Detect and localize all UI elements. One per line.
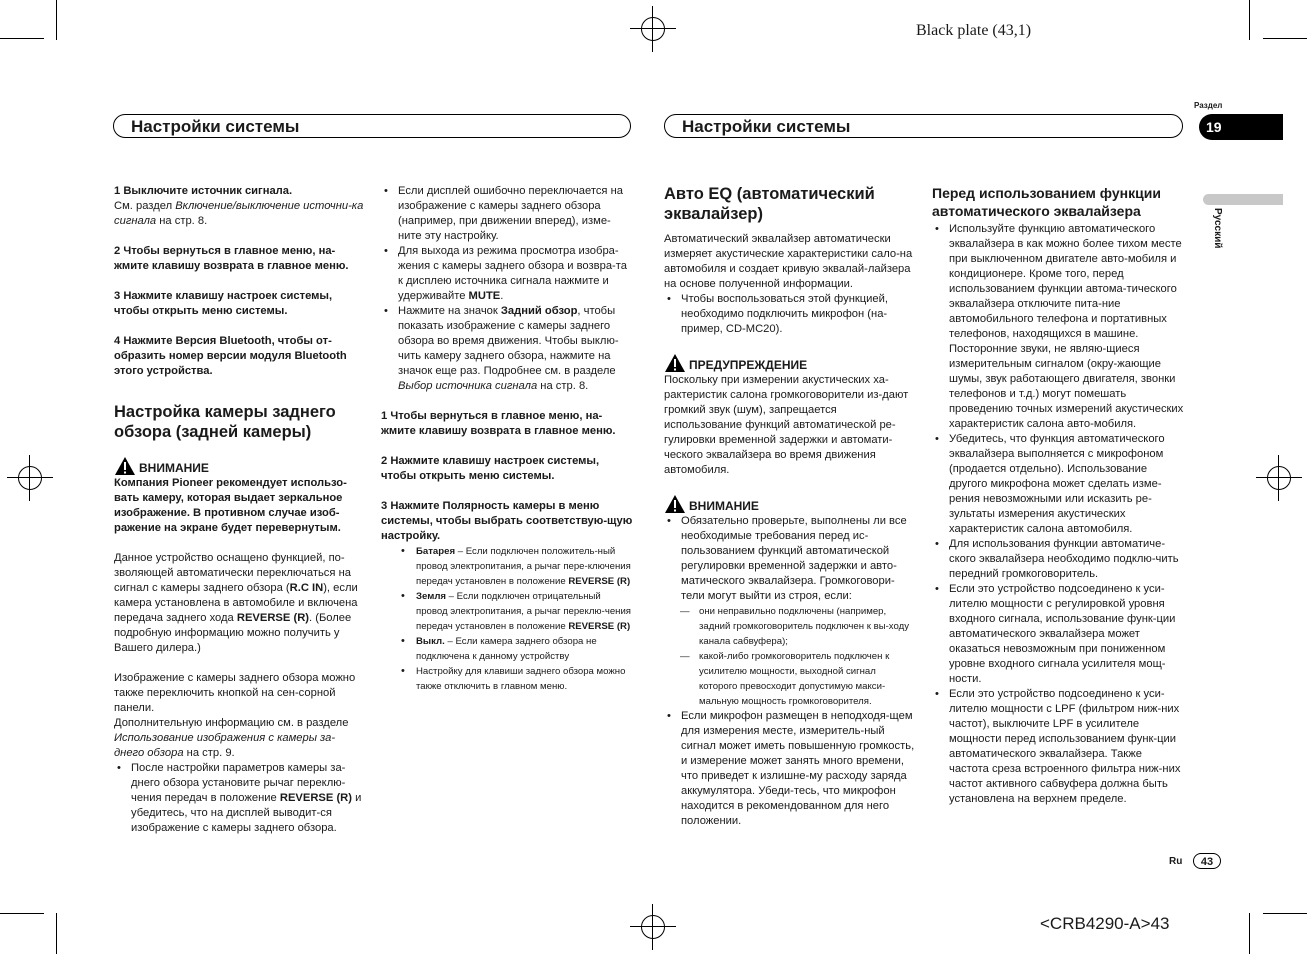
registration-mark xyxy=(641,915,665,939)
list-item: • Для использования функции автоматиче-ского эквалайзера необходимо подклю-чить передний громкоговоритель. xyxy=(932,537,1184,582)
list-item: • Если это устройство подсоединено к уси-лителю мощности с регулировкой уровня входного сигнала, использование функ-ции автоматического эквалайзера может оказаться невозможным при пониженном уровне входного сигнала усилителя мощ-ности. xyxy=(932,582,1184,687)
registration-mark xyxy=(18,466,42,490)
section-number-tab xyxy=(1199,114,1283,140)
warning-triangle-icon xyxy=(664,353,686,373)
cross-reference: Включение/выключение источни-ка сигнала xyxy=(114,200,364,227)
step-3: 3 Нажмите Полярность камеры в меню системы, чтобы выбрать соответствую-щую настройку. xyxy=(381,500,633,542)
paragraph: Дополнительную информацию см. в разделе Использование изображения с камеры за-днего обзора на стр. 9. xyxy=(114,717,349,759)
list-item: — какой-либо громкоговоритель подключен к усилителю мощности, выходной сигнал которого превосходит допустимую макси-мальную мощность громкоговорителя. xyxy=(664,649,916,709)
list-item: • Нажмите на значок Задний обзор, чтобы показать изображение с камеры заднего обзора во время движения. Чтобы выклю-чить камеру заднего обзора, нажмите на значок еще раз. Подробнее см. в разделе Выбор источника сигнала на стр. 8. xyxy=(381,304,633,394)
section-label: Раздел xyxy=(1194,101,1223,110)
list-item: • После настройки параметров камеры за-днего обзора установите рычаг переклю-чения передач в положение REVERSE (R) и убедитесь, что на дисплей выводит-ся изображение с камеры заднего обзора. xyxy=(114,761,364,836)
list-item: • Для выхода из режима просмотра изобра-жения с камеры заднего обзора и возвра-та к дисплею источника сигнала нажмите и удерживайте MUTE. xyxy=(381,244,633,304)
plate-label: Black plate (43,1) xyxy=(916,22,1032,39)
warning-label: ПРЕДУПРЕЖДЕНИЕ xyxy=(664,349,916,373)
step-4: 4 Нажмите Версия Bluetooth, чтобы от-образить номер версии модуля Bluetooth этого устройства. xyxy=(114,335,347,377)
list-item: • Земля – Если подключен отрицательный провод электропитания, а рычаг переклю-чения передач установлен в положение REVERSE (R) xyxy=(381,589,633,634)
section-header-left: Настройки системы xyxy=(113,114,631,138)
list-item: • Используйте функцию автоматического эквалайзера в как можно более тихом месте при выключенном двигателе авто-мобиля и кондиционере. Кроме того, перед использованием функции автома-тического эквалайзера отключите пита-ние автомобильного телефона и портативных телефонов, находящихся в машине. Посторонние звуки, не являю-щиеся измерительным сигналом (окру-жающие шумы, звук работающего двигателя, звонки телефонов и т.д.) могут помешать проведению точных измерений акустических характеристик салона авто-мобиля. xyxy=(932,222,1184,432)
warning-triangle-icon xyxy=(664,494,686,514)
step-1: 1 Чтобы вернуться в главное меню, на-жмите клавишу возврата в главное меню. xyxy=(381,410,616,437)
paragraph: Изображение с камеры заднего обзора можно также переключить кнопкой на сен-сорной панели. xyxy=(114,672,356,714)
caution-text: Компания Pioneer рекомендует использо-вать камеру, которая выдает зеркальное изображение. В противном случае изоб-ражение на экране будет перевернутым. xyxy=(114,477,347,534)
step-1: 1 Выключите источник сигнала. xyxy=(114,185,293,197)
list-item: • Если микрофон размещен в неподходя-щем для измерения месте, измеритель-ный сигнал может иметь повышенную громкость, и измерение может занять много времени, что приведет к излишне-му расходу заряда аккумулятора. Убеди-тесь, что микрофон находится в рекомендованном для него положении. xyxy=(664,709,916,829)
registration-mark xyxy=(641,17,665,41)
crop-mark xyxy=(56,0,57,40)
caution-label: ВНИМАНИЕ xyxy=(664,490,916,514)
list-item: • Убедитесь, что функция автоматического эквалайзера выполняется с микрофоном (продается отдельно). Использование другого микрофона может сделать изме-рения невозможными или исказить ре-зультаты измерения акустических характеристик салона автомобиля. xyxy=(932,432,1184,537)
language-label: Русский xyxy=(1212,208,1223,249)
crop-mark xyxy=(1263,913,1307,914)
bullet-list xyxy=(114,761,364,836)
section-header-right: Настройки системы xyxy=(664,114,1183,138)
document-code: <CRB4290-A>43 xyxy=(1040,914,1170,933)
list-item: • Обязательно проверьте, выполнены ли все необходимые требования перед ис-пользованием функций автоматической регулировки временной задержки и авто-матического эквалайзера. Громкоговори-тели могут выйти из строя, если: — они неправильно подключены (например, задний громкоговоритель подключен к вы-ходу канала сабвуфера); — какой-либо громкоговоритель подключен к усилителю мощности, выходной сигнал которого превосходит допустимую макси-мальную мощность громкоговорителя. xyxy=(664,514,916,709)
section-heading-auto-eq: Авто EQ (автоматический эквалайзер) xyxy=(664,185,875,223)
footer-language: Ru xyxy=(1169,856,1183,867)
list-item: • Батарея – Если подключен положитель-ный провод электропитания, а рычаг пере-ключения передач установлен в положение REVERSE (R) xyxy=(381,544,633,589)
column-3 xyxy=(664,184,916,829)
language-tab xyxy=(1203,194,1283,205)
paragraph: Автоматический эквалайзер автоматически измеряет акустические характеристики сало-на автомобиля и создает кривую эквалай-лайзера на основе полученной информации. xyxy=(664,233,913,290)
list-item: • Если это устройство подсоединено к уси-лителю мощности с LPF (фильтром ниж-них частот), выключите LPF в усилителе мощности перед использованием функ-ции автоматического эквалайзера. Также частота среза встроенного фильтра ниж-них частот активного сабвуфера должна быть установлена на верхнем пределе. xyxy=(932,687,1184,807)
caution-label: ВНИМАНИЕ xyxy=(114,452,364,476)
section-heading-rear-camera: Настройка камеры заднего обзора (задней камеры) xyxy=(114,403,336,441)
crop-mark xyxy=(1249,0,1250,40)
section-number: 19 xyxy=(1206,119,1222,135)
list-item: • Если дисплей ошибочно переключается на изображение с камеры заднего обзора (например, при движении вперед), изме-ните эту настройку. xyxy=(381,184,633,244)
dash-list xyxy=(664,604,916,709)
column-1 xyxy=(114,184,364,836)
option-list xyxy=(381,544,633,694)
section-heading-before-auto-eq: Перед использованием функции автоматического эквалайзера xyxy=(932,185,1161,219)
step-2: 2 Чтобы вернуться в главное меню, на-жмите клавишу возврата в главное меню. xyxy=(114,245,349,272)
page-number: 43 xyxy=(1193,853,1221,869)
crop-mark xyxy=(0,38,44,39)
crop-mark xyxy=(1263,38,1307,39)
bullet-list xyxy=(664,292,916,337)
step-1-note: См. раздел Включение/выключение источни-ка сигнала на стр. 8. xyxy=(114,200,364,227)
bullet-list xyxy=(932,222,1184,807)
crop-mark xyxy=(1249,913,1250,954)
crop-mark xyxy=(56,913,57,954)
warning-text: Поскольку при измерении акустических ха-рактеристик салона громкоговорители из-дают громкий звук (шум), запрещается использование функций автоматической ре-гулировки временной задержки и автомати-ческого эквалайзера во время движения автомобиля. xyxy=(664,374,909,476)
list-item: • Чтобы воспользоваться этой функцией, необходимо подключить микрофон (на-пример, CD-MC20). xyxy=(664,292,916,337)
warning-triangle-icon xyxy=(114,456,136,476)
step-3: 3 Нажмите клавишу настроек системы, чтобы открыть меню системы. xyxy=(114,290,333,317)
step-2: 2 Нажмите клавишу настроек системы, чтобы открыть меню системы. xyxy=(381,455,600,482)
crop-mark xyxy=(0,913,44,914)
column-4 xyxy=(932,184,1184,807)
bullet-list xyxy=(664,514,916,829)
registration-mark xyxy=(1267,466,1291,490)
bullet-list xyxy=(381,184,633,394)
list-item: • Выкл. – Если камера заднего обзора не подключена к данному устройству xyxy=(381,634,633,664)
list-item: — они неправильно подключены (например, задний громкоговоритель подключен к вы-ходу канала сабвуфера); xyxy=(664,604,916,649)
column-2 xyxy=(381,184,633,694)
paragraph: Данное устройство оснащено функцией, по-зволяющей автоматически переключаться на сигнал с камеры заднего обзора (R.C IN), если камера установлена в автомобиле и включена передача заднего хода REVERSE (R). (Более подробную информацию можно получить у Вашего дилера.) xyxy=(114,552,358,654)
list-item: • Настройку для клавиши заднего обзора можно также отключить в главном меню. xyxy=(381,664,633,694)
